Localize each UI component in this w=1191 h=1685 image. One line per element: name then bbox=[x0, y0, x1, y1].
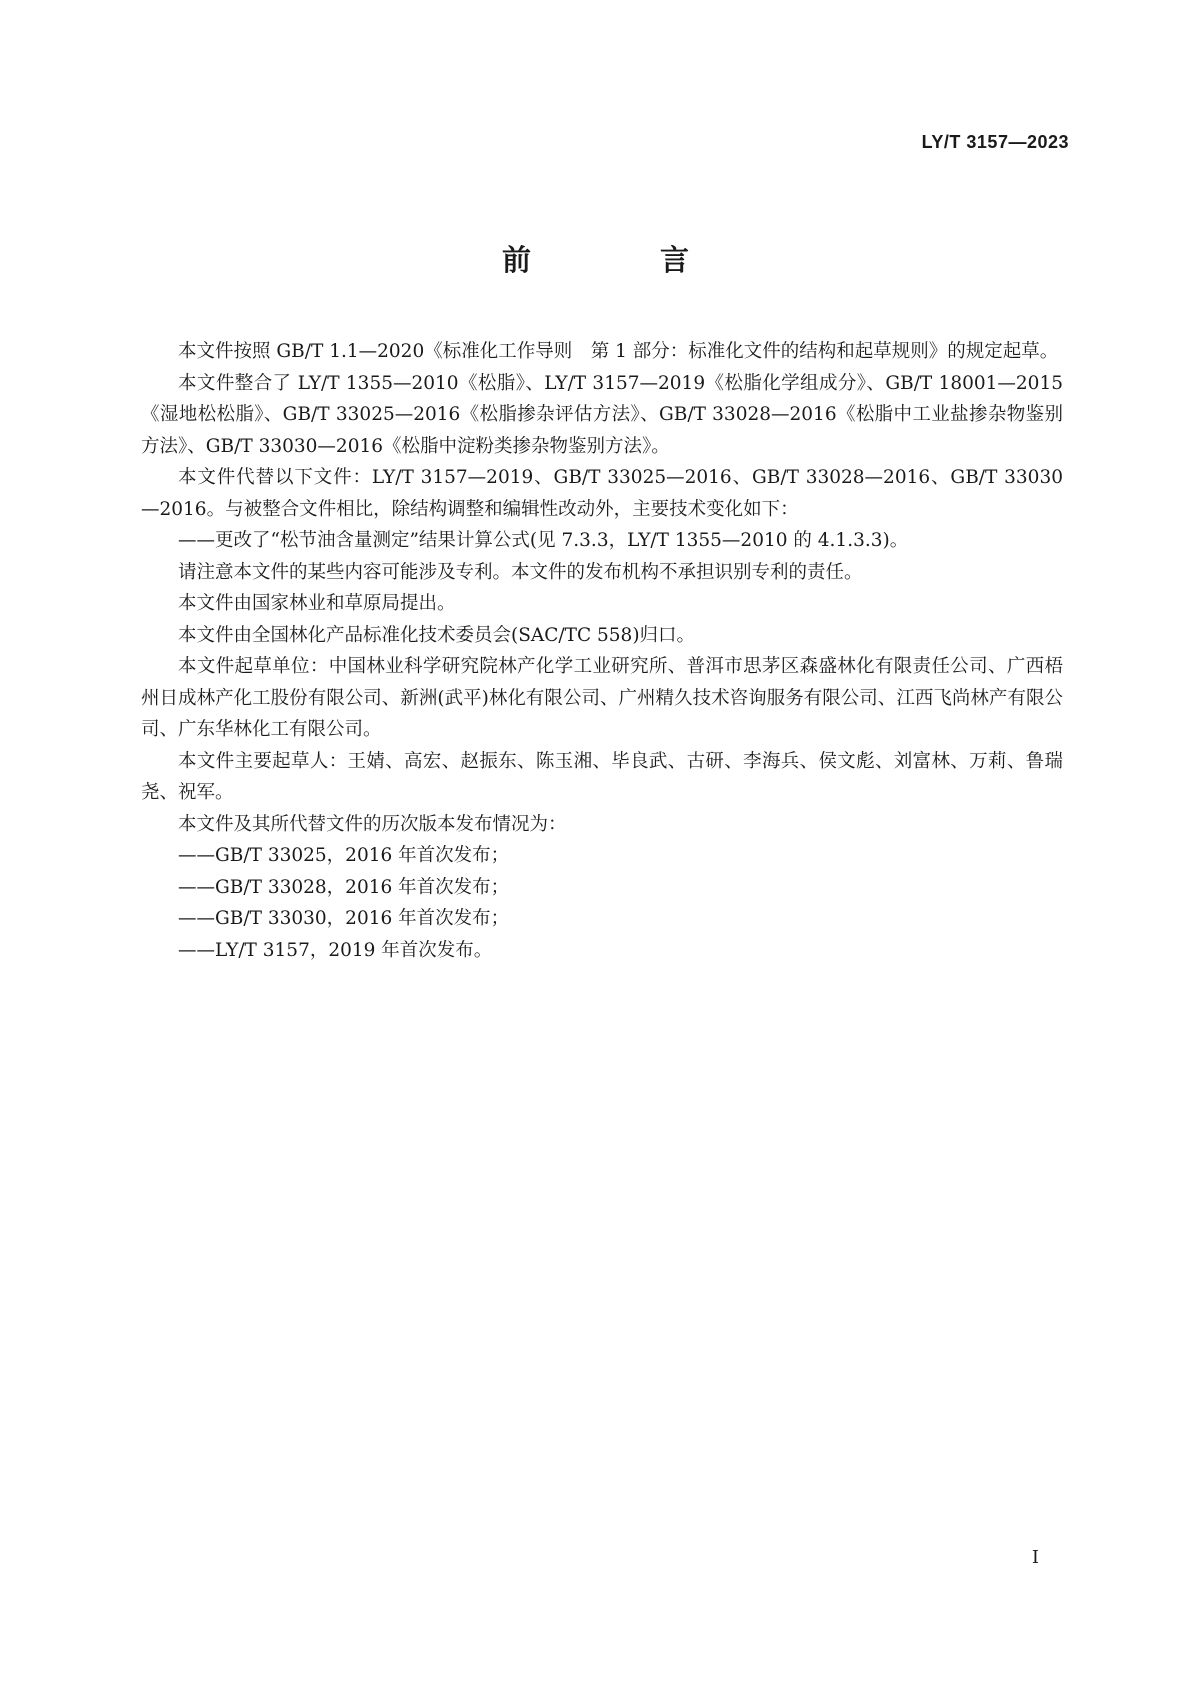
paragraph-proposer: 本文件由国家林业和草原局提出。 bbox=[178, 593, 456, 614]
paragraph-patent-notice: 请注意本文件的某些内容可能涉及专利。本文件的发布机构不承担识别专利的责任。 bbox=[178, 561, 863, 583]
paragraph-committee: 本文件由全国林化产品标准化技术委员会(SAC/TC 558)归口。 bbox=[178, 624, 696, 646]
foreword-body bbox=[141, 336, 1063, 966]
history-item: ——GB/T 33025，2016 年首次发布； bbox=[178, 845, 510, 866]
standard-number: LY/T 3157—2023 bbox=[921, 132, 1069, 152]
paragraph-replacement: 本文件代替以下文件：LY/T 3157—2019、GB/T 33025—2016、GB/T 33028—2016、GB/T 33030—2016。与被整合文件相比，除结构调整和编辑性改动外，主要技术变化如下： bbox=[141, 467, 1063, 520]
history-item: ——GB/T 33030，2016 年首次发布； bbox=[178, 908, 510, 929]
page-number: Ⅰ bbox=[1031, 1547, 1039, 1568]
page-title: 前 言 bbox=[501, 243, 739, 277]
paragraph-drafters: 本文件主要起草人：王婧、高宏、赵振东、陈玉湘、毕良武、古研、李海兵、侯文彪、刘富林、万莉、鲁瑞尧、祝军。 bbox=[141, 750, 1063, 803]
history-item: ——LY/T 3157，2019 年首次发布。 bbox=[178, 939, 493, 961]
paragraph-history-intro: 本文件及其所代替文件的历次版本发布情况为： bbox=[178, 813, 567, 835]
paragraph-integration: 本文件整合了 LY/T 1355—2010《松脂》、LY/T 3157—2019《松脂化学组成分》、GB/T 18001—2015《湿地松松脂》、GB/T 33025—2016《松脂掺杂评估方法》、GB/T 33028—2016《松脂中工业盐掺杂物鉴别方法》、GB/T 33030—2016《松脂中淀粉类掺杂物鉴别方法》。 bbox=[141, 372, 1063, 457]
history-item: ——GB/T 33028，2016 年首次发布； bbox=[178, 876, 510, 898]
paragraph-drafting-rules: 本文件按照 GB/T 1.1—2020《标准化工作导则 第 1 部分：标准化文件的结构和起草规则》的规定起草。 bbox=[178, 341, 1059, 362]
paragraph-drafting-units: 本文件起草单位：中国林业科学研究院林产化学工业研究所、普洱市思茅区森盛林化有限责任公司、广西梧州日成林产化工股份有限公司、新洲(武平)林化有限公司、广州精久技术咨询服务有限公司、江西飞尚林产有限公司、广东华林化工有限公司。 bbox=[141, 656, 1063, 740]
change-item: ——更改了“松节油含量测定”结果计算公式(见 7.3.3，LY/T 1355—2010 的 4.1.3.3)。 bbox=[178, 530, 909, 551]
